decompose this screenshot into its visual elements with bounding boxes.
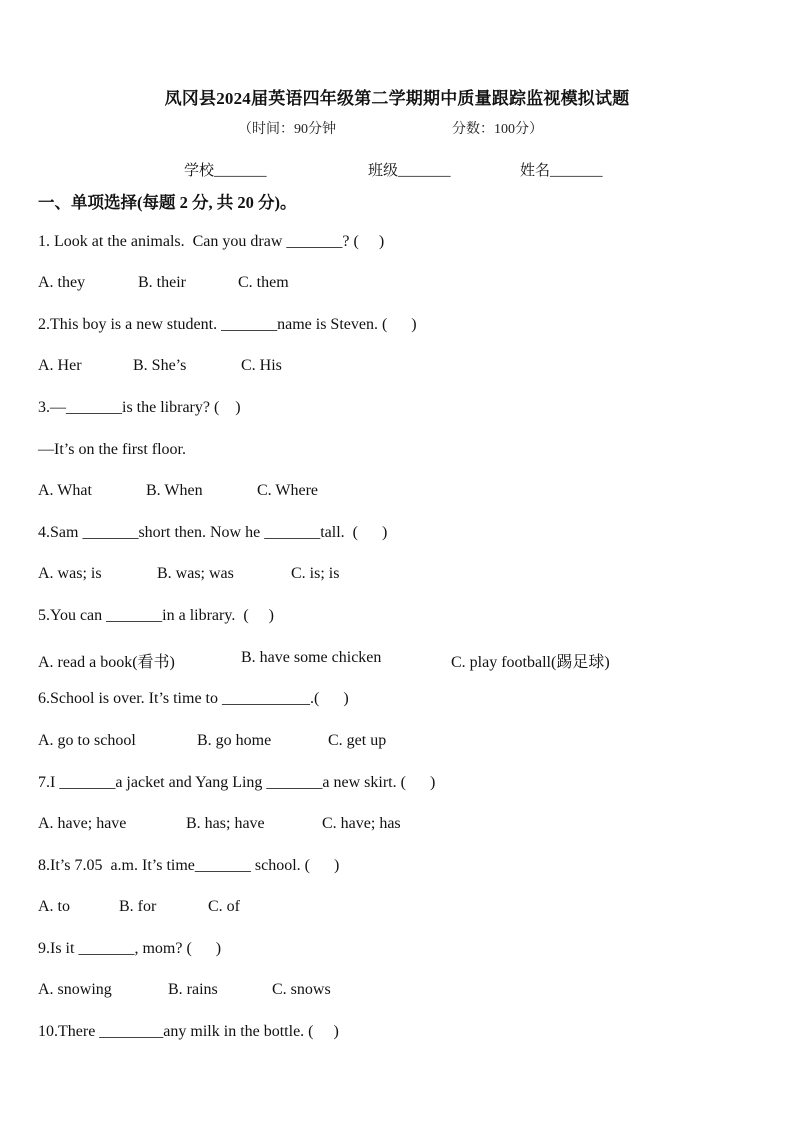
exam-title: 凤冈县2024届英语四年级第二学期期中质量跟踪监视模拟试题: [164, 89, 630, 108]
q2-option-b: B. She’s: [133, 357, 187, 374]
question-4: 4.Sam _______short then. Now he _______tall. ( ): [38, 524, 388, 541]
q8-option-b: B. for: [119, 898, 157, 915]
question-3-reply: —It’s on the first floor.: [38, 441, 186, 458]
question-6: 6.School is over. It’s time to ___________.( ): [38, 690, 349, 707]
time-label: （时间：90分钟: [238, 122, 336, 137]
q7-option-a: A. have; have: [38, 815, 127, 832]
q8-option-c: C. of: [208, 898, 240, 915]
q7-option-b: B. has; have: [186, 815, 265, 832]
question-3: 3.—_______is the library? ( ): [38, 399, 241, 416]
name-field: 姓名_______: [520, 163, 603, 179]
q3-option-a: A. What: [38, 482, 92, 499]
question-7: 7.I _______a jacket and Yang Ling _______a new skirt. ( ): [38, 774, 436, 791]
q5-option-c: C. play football(踢足球): [451, 654, 610, 671]
section-heading: 一、单项选择(每题 2 分, 共 20 分)。: [38, 193, 297, 212]
score-label: 分数：100分）: [452, 122, 543, 137]
q5-option-b: B. have some chicken: [241, 649, 382, 666]
q8-option-a: A. to: [38, 898, 70, 915]
q9-option-c: C. snows: [272, 981, 331, 998]
q3-option-c: C. Where: [257, 482, 319, 499]
q9-option-b: B. rains: [168, 981, 218, 998]
question-10: 10.There ________any milk in the bottle. ( ): [38, 1023, 339, 1040]
question-9: 9.Is it _______, mom? ( ): [38, 940, 222, 957]
class-field: 班级_______: [368, 163, 451, 179]
q4-option-a: A. was; is: [38, 565, 102, 582]
q5-option-a: A. read a book(看书): [38, 654, 175, 671]
q4-option-c: C. is; is: [291, 565, 340, 582]
q3-option-b: B. When: [146, 482, 203, 499]
q6-option-b: B. go home: [197, 732, 272, 749]
question-8: 8.It’s 7.05 a.m. It’s time_______ school. ( ): [38, 857, 340, 874]
question-1: 1. Look at the animals. Can you draw _______? ( ): [38, 233, 385, 250]
q6-option-a: A. go to school: [38, 732, 136, 749]
q1-option-a: A. they: [38, 274, 86, 291]
q2-option-a: A. Her: [38, 357, 82, 374]
question-2: 2.This boy is a new student. _______name is Steven. ( ): [38, 316, 417, 333]
q2-option-c: C. His: [241, 357, 282, 374]
q1-option-b: B. their: [138, 274, 186, 291]
question-5: 5.You can _______in a library. ( ): [38, 607, 274, 624]
q6-option-c: C. get up: [328, 732, 387, 749]
q7-option-c: C. have; has: [322, 815, 401, 832]
q1-option-c: C. them: [238, 274, 289, 291]
school-field: 学校_______: [184, 163, 267, 179]
q4-option-b: B. was; was: [157, 565, 234, 582]
q9-option-a: A. snowing: [38, 981, 112, 998]
